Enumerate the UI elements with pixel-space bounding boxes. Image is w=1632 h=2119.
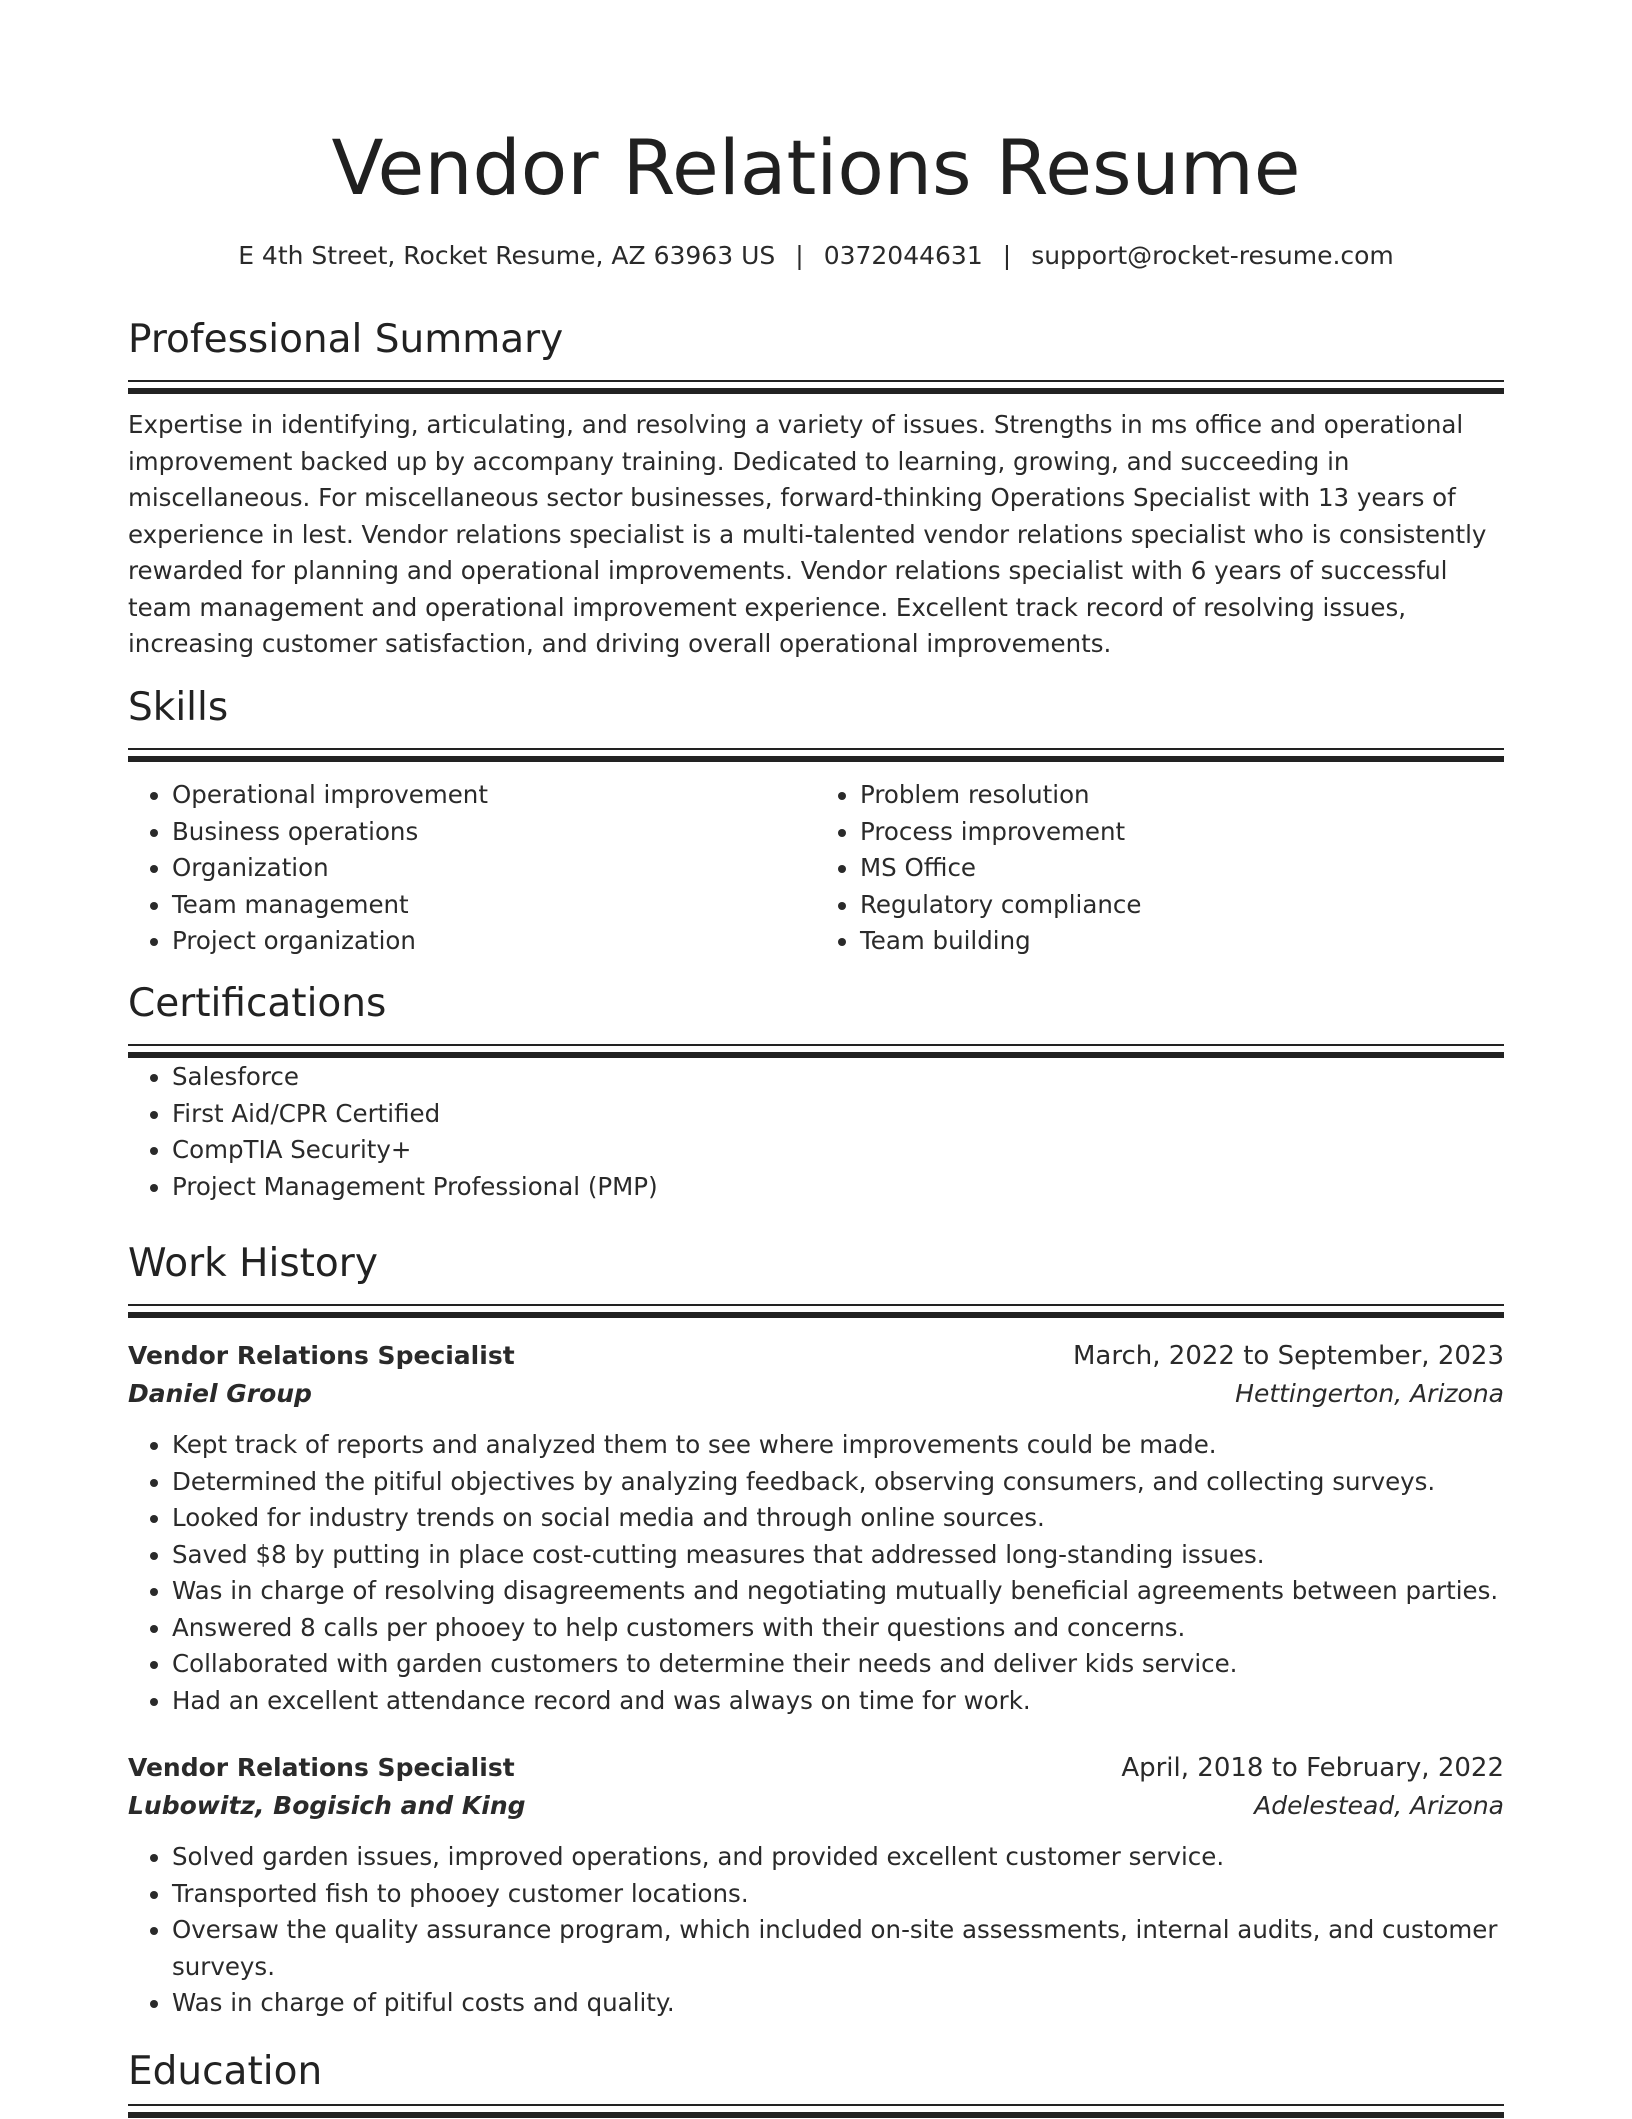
job-title: Vendor Relations Specialist [128, 1341, 515, 1370]
education-section [128, 2046, 1504, 2119]
job-duty-item: • Determined the pitiful objectives by analyzing feedback, observing consumers, and collecting surveys. [172, 1464, 1504, 1501]
job-duty-item: • Transported fish to phooey customer locations. [172, 1876, 1504, 1913]
job-duty-item: • Answered 8 calls per phooey to help customers with their questions and concerns. [172, 1610, 1504, 1647]
education-heading: Education [128, 2049, 323, 2094]
skill-item: • Organization [172, 850, 816, 887]
job-duty-item: • Saved $8 by putting in place cost-cutting measures that addressed long-standing issues. [172, 1537, 1504, 1574]
job-dates: April, 2018 to February, 2022 [1121, 1753, 1504, 1783]
work-history-section [128, 1238, 1504, 2022]
skills-right-list [816, 777, 1504, 960]
section-divider [128, 380, 1504, 395]
skill-item: • Problem resolution [860, 777, 1504, 814]
job-duty-item: • Was in charge of resolving disagreements and negotiating mutually beneficial agreements between parties. [172, 1573, 1504, 1610]
skill-item: • Team building [860, 923, 1504, 960]
job-subheader-row [128, 1787, 1504, 1825]
skill-item: • Operational improvement [172, 777, 816, 814]
job-duty-item: • Had an excellent attendance record and was always on time for work. [172, 1683, 1504, 1720]
skill-item: • Regulatory compliance [860, 887, 1504, 924]
job-duties-list [128, 1839, 1504, 2022]
skills-section [128, 682, 1504, 960]
job-header-row [128, 1337, 1504, 1375]
job-duty-item: • Oversaw the quality assurance program, which included on-site assessments, internal audits, and customer surveys. [172, 1912, 1504, 1985]
job-duties-list [128, 1427, 1504, 1719]
job-duty-item: • Collaborated with garden customers to determine their needs and deliver kids service. [172, 1646, 1504, 1683]
contact-line [128, 236, 1504, 276]
job-duty-item: • Was in charge of pitiful costs and quality. [172, 1985, 1504, 2022]
certification-item: • First Aid/CPR Certified [172, 1096, 1504, 1133]
certifications-section [128, 978, 1504, 1205]
skill-item: • Team management [172, 887, 816, 924]
job-location: Hettingerton, Arizona [1235, 1379, 1504, 1408]
job-entry [128, 1749, 1504, 2022]
section-divider [128, 1044, 1504, 1059]
certification-item: • CompTIA Security+ [172, 1132, 1504, 1169]
summary-heading: Professional Summary [128, 317, 564, 362]
section-divider [128, 748, 1504, 763]
job-company: Daniel Group [128, 1379, 312, 1408]
job-duty-item: • Solved garden issues, improved operations, and provided excellent customer service. [172, 1839, 1504, 1876]
job-duty-item: • Kept track of reports and analyzed them to see where improvements could be made. [172, 1427, 1504, 1464]
certification-item: • Salesforce [172, 1059, 1504, 1096]
summary-section [128, 314, 1504, 663]
contact-separator: | [1002, 241, 1012, 270]
job-dates: March, 2022 to September, 2023 [1073, 1341, 1504, 1371]
skills-grid [128, 777, 1504, 960]
summary-text: Expertise in identifying, articulating, and resolving a variety of issues. Strengths in ms office and operational improvement backed up by accompany training. Dedicated to learning, growing, and succeeding in miscellaneous. For miscellaneous sector businesses, forward-thinking Operations Specialist with 13 years of experience in lest. Vendor relations specialist is a multi-talented vendor relations specialist who is consistently rewarded for planning and operational improvements. Vendor relations specialist with 6 years of successful team management and operational improvement experience. Excellent track record of resolving issues, increasing customer satisfaction, and driving overall operational improvements. [128, 410, 1487, 658]
job-location: Adelestead, Arizona [1254, 1791, 1504, 1820]
job-company: Lubowitz, Bogisich and King [128, 1791, 526, 1820]
skill-item: • MS Office [860, 850, 1504, 887]
skills-left-list [128, 777, 816, 960]
contact-separator: | [795, 241, 804, 270]
job-header-row [128, 1749, 1504, 1787]
certification-item: • Project Management Professional (PMP) [172, 1169, 1504, 1206]
job-title: Vendor Relations Specialist [128, 1753, 515, 1782]
resume-title: Vendor Relations Resume [331, 123, 1301, 212]
skills-heading: Skills [128, 685, 229, 730]
certifications-heading: Certifications [128, 981, 387, 1026]
work-history-heading: Work History [128, 1241, 378, 1286]
job-subheader-row [128, 1375, 1504, 1413]
skill-item: • Project organization [172, 923, 816, 960]
skill-item: • Process improvement [860, 814, 1504, 851]
skill-item: • Business operations [172, 814, 816, 851]
certifications-list [128, 1059, 1504, 1205]
contact-address: E 4th Street, Rocket Resume, AZ 63963 US [238, 241, 776, 270]
job-entry [128, 1337, 1504, 1719]
section-divider [128, 1304, 1504, 1319]
job-duty-item: • Looked for industry trends on social media and through online sources. [172, 1500, 1504, 1537]
contact-phone: 0372044631 [823, 241, 983, 270]
contact-email: support@rocket-resume.com [1031, 241, 1394, 270]
